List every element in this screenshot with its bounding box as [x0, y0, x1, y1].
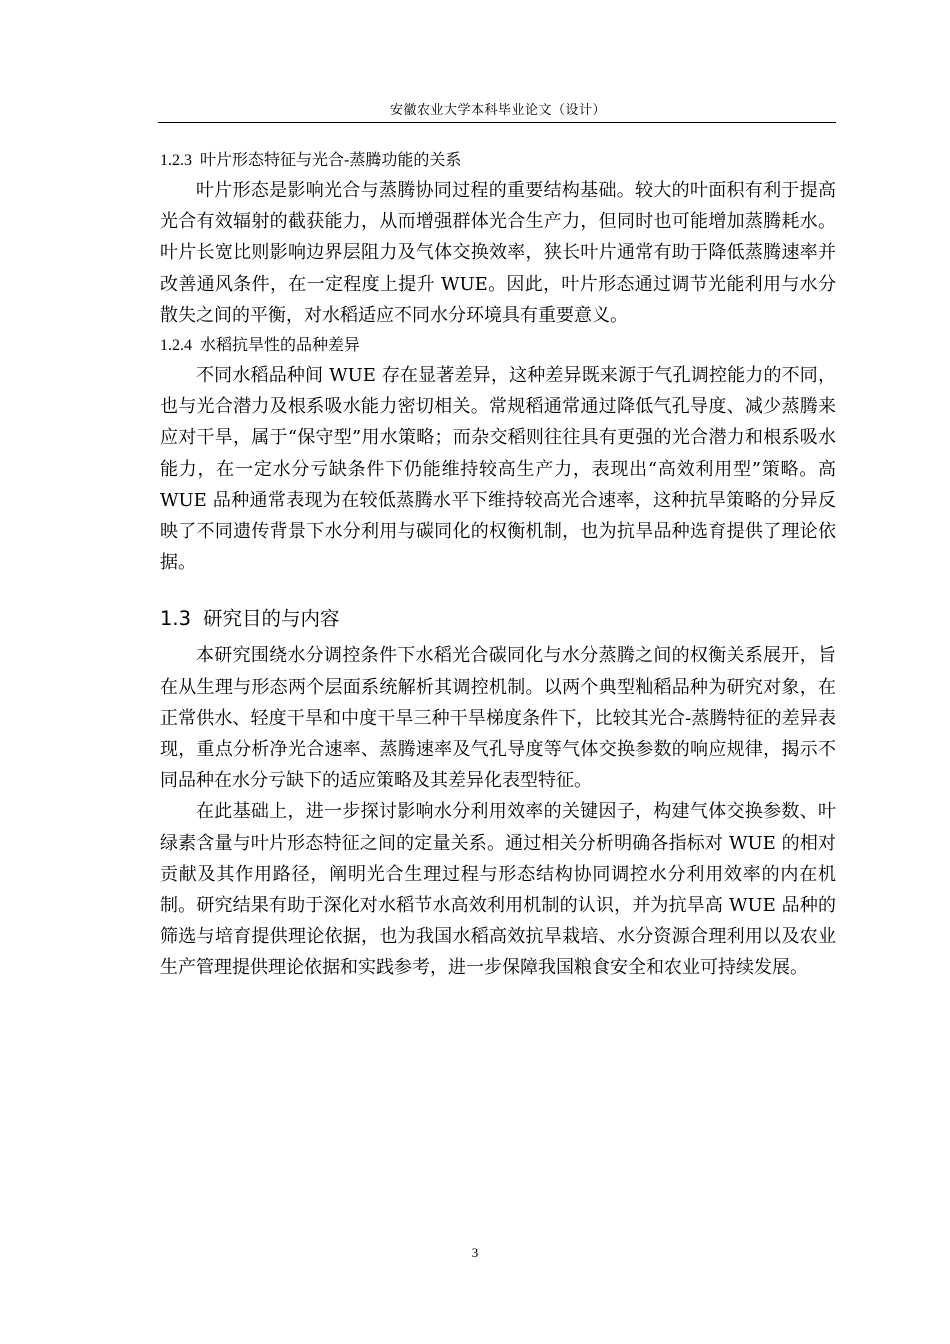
subsection-title: 水稻抗旱性的品种差异	[200, 335, 361, 355]
paragraph-cultivar-differences: 不同水稻品种间 WUE 存在显著差异，这种差异既来源于气孔调控能力的不同，也与光合潜力及根系吸水能力密切相关。常规稻通常通过降低气孔导度、减少蒸腾来应对干旱，属于“保守型”用水策略；而杂交稻则往往具有更强的光合潜力和根系吸水能力，在一定水分亏缺条件下仍能维持较高生产力，表现出“高效利用型”策略。高 WUE 品种通常表现为在较低蒸腾水平下维持较高光合速率，这种抗旱策略的分异反映了不同遗传背景下水分利用与碳同化的权衡机制，也为抗旱品种选育提供了理论依据。	[160, 365, 836, 574]
subsection-heading-1-2-4	[160, 331, 836, 360]
subsection-number: 1.2.3	[160, 152, 192, 169]
subsection-number: 1.2.4	[160, 337, 192, 355]
section-title: 研究目的与内容	[203, 607, 340, 631]
section-number: 1.3	[160, 607, 192, 631]
page-number: 3	[471, 1245, 479, 1260]
section-heading-1-3	[160, 604, 836, 634]
paragraph-research-content: 在此基础上，进一步探讨影响水分利用效率的关键因子，构建气体交换参数、叶绿素含量与叶片形态特征之间的定量关系。通过相关分析明确各指标对 WUE 的相对贡献及其作用路径，阐明光合生理过程与形态结构协同调控水分利用效率的内在机制。研究结果有助于深化对水稻节水高效利用机制的认识，并为抗旱高 WUE 品种的筛选与培育提供理论依据，也为我国水稻高效抗旱栽培、水分资源合理利用以及农业生产管理提供理论依据和实践参考，进一步保障我国粮食安全和农业可持续发展。	[160, 801, 836, 979]
subsection-title: 叶片形态特征与光合-蒸腾功能的关系	[200, 150, 462, 169]
paragraph-leaf-morphology: 叶片形态是影响光合与蒸腾协同过程的重要结构基础。较大的叶面积有利于提高光合有效辐射的截获能力，从而增强群体光合生产力，但同时也可能增加蒸腾耗水。叶片长宽比则影响边界层阻力及气体交换效率，狭长叶片通常有助于降低蒸腾速率并改善通风条件，在一定程度上提升 WUE。因此，叶片形态通过调节光能利用与水分散失之间的平衡，对水稻适应不同水分环境具有重要意义。	[160, 180, 836, 326]
running-header: 安徽农业大学本科毕业论文（设计）	[389, 103, 606, 118]
page-body	[160, 146, 836, 984]
header-divider	[158, 122, 836, 123]
subsection-heading-1-2-3	[160, 146, 836, 175]
paragraph-research-objective: 本研究围绕水分调控条件下水稻光合碳同化与水分蒸腾之间的权衡关系展开，旨在从生理与形态两个层面系统解析其调控机制。以两个典型籼稻品种为研究对象，在正常供水、轻度干旱和中度干旱三种干旱梯度条件下，比较其光合-蒸腾特征的差异表现，重点分析净光合速率、蒸腾速率及气孔导度等气体交换参数的响应规律，揭示不同品种在水分亏缺下的适应策略及其差异化表型特征。	[160, 645, 836, 792]
